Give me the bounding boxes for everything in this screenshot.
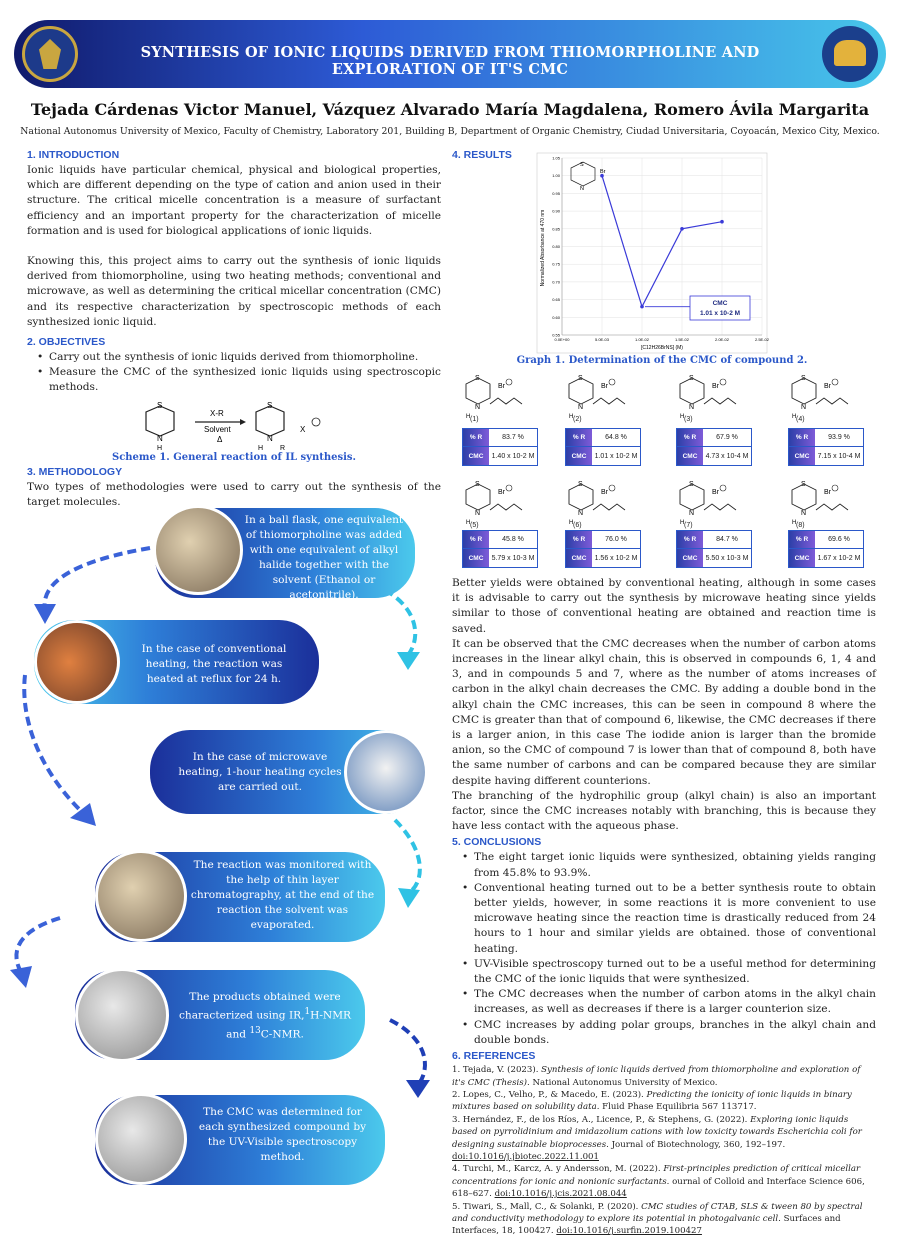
reference-4: 4. Turchi, M., Karcz, A. y Andersson, M. (2022). First-principles prediction of critical micellar concentrations for ionic and nonionic surfactants. ournal of Colloid and Interface Science 606, 618–627. doi:10.1016/j.jcis.2021.08.044 (452, 1164, 865, 1200)
results-paragraph-2: It can be observed that the CMC decreases when the number of carbon atoms increases in the linear alkyl chain, this is observed in compounds 6, 1, 4 and 3, and in compounds 5 and 7, where as the number of atoms increases of carbon in the alkyl chain decreases the CMC. By adding a double bond in the alkyl chain the CMC increases, this can be seen in compound 8 where the CMC is greater than that of compound 6, likewise, the CMC decreases if there is a larger anion, in this case The iodide anion is larger than the bromide anion, so the CMC of compound 7 is lower than that of compound 8, both have the same number of carbons and can be compared because they are similar despite having different counterions. (452, 637, 876, 787)
svg-text:H: H (466, 414, 471, 420)
yield-value: 84.7 % (716, 536, 738, 543)
conclusion-item: • Conventional heating turned out to be a better synthesis route to obtain better yields, however, in some reactions it is more convenient to use microwave heating since the reaction time is drastically reduced from 24 hours to 1 hour and similar yields are obtained. those of conventional heating. (460, 881, 876, 957)
x-tick-label: 1.0E-02 (634, 337, 650, 342)
poster-title: SYNTHESIS OF IONIC LIQUIDS DERIVED FROM THIOMORPHOLINE AND EXPLORATION OF IT'S CMC (140, 44, 760, 78)
method-step-text: In the case of microwave heating, 1-hour heating cycles are carried out. (178, 751, 342, 793)
scheme-caption: Scheme 1. General reaction of IL synthesis. (111, 452, 357, 463)
scheme-solvent: Solvent (204, 425, 231, 434)
data-point (720, 220, 724, 224)
x-tick-label: 2.5E-02 (754, 337, 770, 342)
svg-text:R: R (280, 445, 286, 452)
methodology-heading: 3. METHODOLOGY (27, 466, 123, 478)
svg-text:N: N (578, 510, 584, 517)
results-paragraph-1: Better yields were obtained by conventional heating, although in some cases it is advisable to carry out the synthesis by microwave heating since yields similar to those of conventional heating are obtained and reaction time is saved. (452, 577, 876, 635)
intro-paragraph-2: Knowing this, this project aims to carry out the synthesis of ionic liquids derived from thiomorpholine, using two heating methods; conventional and microwave, as well as determining the critical micellar concentration (CMC) and its respective characterization by spectroscopic methods of each synthesized ionic liquid. (27, 255, 441, 328)
x-tick-label: 0.0E+00 (554, 337, 570, 342)
y-tick-label: 0.90 (552, 208, 560, 214)
compound-structure (462, 372, 542, 422)
affiliation: National Autonomus University of Mexico, Faculty of Chemistry, Laboratory 201, Building B, Department of Organic Chemistry, Ciudad Universitaria, Coyoacán, Mexico City, Mexico. (20, 126, 880, 137)
chart-annotation-value: 1.01 x 10-2 M (699, 310, 741, 317)
svg-text:H: H (569, 414, 574, 420)
yield-value: 45.8 % (502, 536, 524, 543)
y-tick-label: 0.55 (552, 332, 560, 338)
intro-heading: 1. INTRODUCTION (27, 149, 120, 161)
yield-value: 69.6 % (828, 536, 850, 543)
conclusion-item: • The CMC decreases when the number of carbon atoms in the alkyl chain increases, as well as decreases if there is a larger counterion size. (460, 987, 876, 1017)
svg-text:S: S (578, 481, 583, 488)
yield-value: 83.7 % (502, 434, 524, 441)
objectives-heading: 2. OBJECTIVES (27, 336, 106, 349)
compound-table (565, 428, 641, 466)
compound-table (565, 530, 641, 568)
compound-table (676, 530, 752, 568)
method-step-text: The products obtained were characterized using IR,$^1$H-NMR and $^{13}$C-NMR. (178, 991, 352, 1041)
svg-text:S: S (580, 162, 584, 168)
svg-text:Br: Br (712, 383, 719, 390)
reference-2: 2. Lopes, C., Velho, P., & Macedo, E. (2023). Predicting the ionicity of ionic liquids in binary mixtures based on solubility data. Fluid Phase Equilibria 567 113717. (452, 1089, 852, 1113)
method-step-text: The reaction was monitored with the help of thin layer chromatography, at the end of the reaction the solvent was evaporated. (190, 859, 375, 931)
y-tick-label: 1.00 (552, 173, 560, 179)
svg-text:Br: Br (601, 489, 608, 496)
y-tick-label: 0.70 (552, 279, 560, 285)
svg-text:N: N (475, 404, 481, 411)
cmc-key: CMC (789, 549, 815, 567)
cmc-chart (537, 153, 770, 353)
y-tick-label: 0.80 (552, 244, 560, 249)
y-tick-label: 0.60 (552, 314, 560, 320)
cmc-key: CMC (677, 549, 703, 567)
doi-link[interactable]: doi:10.1016/j.jcis.2021.08.044 (494, 1189, 627, 1200)
svg-text:Br: Br (712, 489, 719, 496)
x-tick-label: 2.0E-02 (714, 337, 730, 342)
method-step-text: In a ball flask, one equivalent of thiomorpholine was added with one equivalent of alkyl halide together with the solvent (Ethanol or acetonitrile). (244, 514, 404, 601)
title-banner (14, 20, 886, 88)
cmc-value: 4.73 x 10-4 M (705, 452, 749, 460)
microwave-photo (344, 730, 428, 814)
x-tick-label: 1.5E-02 (674, 337, 690, 342)
objective-item: • Carry out the synthesis of ionic liquids derived from thiomorpholine. (35, 350, 441, 365)
svg-text:S: S (157, 401, 163, 410)
x-tick-label: 5.0E-03 (594, 337, 610, 342)
chart-xlabel: [C12H26BrNS] (M) (641, 345, 683, 351)
faculty-logo (822, 26, 878, 82)
compound-label: (2) (573, 416, 582, 423)
cmc-value: 5.79 x 10-3 M (491, 554, 535, 562)
svg-text:S: S (801, 375, 806, 382)
compound-table (462, 530, 538, 568)
conclusion-item: • The eight target ionic liquids were synthesized, obtaining yields ranging from 45.8% to 93.9%. (460, 850, 876, 880)
results-heading: 4. RESULTS (452, 149, 512, 161)
yield-key: % R (566, 531, 592, 548)
references-heading: 6. REFERENCES (452, 1050, 536, 1063)
svg-text:N: N (801, 404, 807, 411)
cmc-key: CMC (463, 549, 489, 567)
svg-text:S: S (689, 375, 694, 382)
y-tick-label: 0.65 (552, 297, 560, 303)
reflux-photo (34, 620, 120, 704)
compound-label: (4) (796, 416, 805, 423)
cmc-value: 1.67 x 10-2 M (817, 554, 861, 562)
svg-text:H: H (466, 520, 471, 526)
svg-text:H: H (792, 414, 797, 420)
yield-value: 64.8 % (605, 434, 627, 441)
data-point (680, 227, 684, 231)
cmc-key: CMC (566, 549, 592, 567)
svg-text:N: N (267, 434, 273, 443)
yield-key: % R (463, 531, 489, 548)
svg-text:N: N (578, 404, 584, 411)
svg-text:Br: Br (601, 383, 608, 390)
svg-text:S: S (475, 375, 480, 382)
yield-value: 67.9 % (716, 434, 738, 441)
svg-text:N: N (689, 510, 695, 517)
y-tick-label: 1.05 (552, 155, 560, 161)
flask-photo (153, 505, 243, 595)
yield-key: % R (677, 429, 703, 446)
y-tick-label: 0.85 (552, 226, 560, 232)
svg-text:H: H (680, 520, 685, 526)
reference-5: 5. Tiwari, S., Mall, C., & Solanki, P. (2020). CMC studies of CTAB, SLS & tween 80 by spectral and conductivity methodology to explore its potential in photogalvanic cell. Surfaces and Interfaces, 18, 100427. doi:10.1016/j.surfin.2019.100427 (452, 1201, 863, 1237)
cmc-key: CMC (789, 447, 815, 465)
graph-caption: Graph 1. Determination of the CMC of compound 2. (516, 355, 808, 366)
conclusions-heading: 5. CONCLUSIONS (452, 836, 542, 849)
cmc-value: 1.56 x 10-2 M (594, 554, 638, 562)
compound-label: (3) (684, 416, 693, 423)
cmc-value: 7.15 x 10-4 M (817, 452, 861, 460)
compound-table (788, 530, 864, 568)
compound-structure (676, 372, 756, 422)
cmc-key: CMC (677, 447, 703, 465)
compound-structure (788, 478, 868, 528)
yield-key: % R (463, 429, 489, 446)
methodology-paragraph: Two types of methodologies were used to carry out the synthesis of the target molecules. (27, 481, 441, 509)
reaction-scheme (140, 400, 340, 450)
cmc-value: 1.40 x 10-2 M (491, 452, 535, 460)
compound-label: (8) (796, 522, 805, 529)
cmc-value: 5.50 x 10-3 M (705, 554, 749, 562)
svg-text:S: S (267, 401, 273, 410)
method-step-text: The CMC was determined for each synthesized compound by the UV-Visible spectroscopy method. (198, 1106, 367, 1163)
compound-table (788, 428, 864, 466)
yield-value: 93.9 % (828, 434, 850, 441)
svg-text:N: N (580, 186, 584, 192)
intro-paragraph-1: Ionic liquids have particular chemical, physical and biological properties, which are different depending on the type of cation and anion used in their structure. The critical micelle concentration is a measure of surfactant efficiency and an important property for the characterization of micelle formation and is used for biological applications of ionic liquids. (27, 164, 441, 237)
method-step-text: In the case of conventional heating, the reaction was heated at reflux for 24 h. (141, 643, 287, 685)
svg-text:S: S (475, 481, 480, 488)
svg-text:Br: Br (600, 169, 606, 175)
svg-text:H: H (680, 414, 685, 420)
svg-text:H: H (792, 520, 797, 526)
compound-label: (1) (470, 416, 479, 423)
reference-1: 1. Tejada, V. (2023). Synthesis of ionic liquids derived from thiomorpholine and exploration of it's CMC (Thesis). National Autonomus University of Mexico. (452, 1065, 861, 1088)
svg-text:N: N (801, 510, 807, 517)
left-column (27, 149, 441, 396)
compound-label: (7) (684, 522, 693, 529)
svg-text:X: X (300, 425, 306, 434)
cmc-key: CMC (566, 447, 592, 465)
objective-item: • Measure the CMC of the synthesized ionic liquids using spectroscopic methods. (35, 365, 441, 395)
doi-link[interactable]: doi:10.1016/j.jbiotec.2022.11.001 (452, 1151, 599, 1162)
scheme-reagent: X-R (210, 409, 224, 418)
svg-text:H: H (258, 445, 264, 452)
cmc-value: 1.01 x 10-2 M (594, 452, 638, 460)
compound-table (676, 428, 752, 466)
svg-text:S: S (801, 481, 806, 488)
compound-structure (565, 478, 645, 528)
compound-structure (676, 478, 756, 528)
svg-text:N: N (157, 434, 163, 443)
svg-text:N: N (475, 510, 481, 517)
svg-text:S: S (578, 375, 583, 382)
unam-logo (22, 26, 78, 82)
conclusion-item: • CMC increases by adding polar groups, branches in the alkyl chain and double bonds. (460, 1018, 876, 1048)
compound-label: (5) (470, 522, 479, 529)
svg-text:Br: Br (824, 383, 831, 390)
uv-vis-photo (95, 1093, 187, 1185)
conclusions-list (452, 850, 876, 1048)
yield-key: % R (677, 531, 703, 548)
results-paragraph-3: The branching of the hydrophilic group (alkyl chain) is also an important factor, since the CMC increases notably with branching, this is because they have less contact with the aqueous phase. (452, 789, 876, 833)
reference-3: 3. Hernández, F., de los Ríos, A., Licence, P., & Stephens, G. (2022). Exploring ionic liquids based on pyrrolidinium and imidazolium cations with low toxicity towards Escherichia coli for designing sustainable bioprocesses. Journal of Biotechnology, 360, 192–197. doi:10.1016/j.jbiotec.2022.11.001 (452, 1114, 862, 1162)
svg-text:N: N (689, 404, 695, 411)
svg-text:S: S (689, 481, 694, 488)
svg-text:H: H (157, 445, 163, 452)
objectives-list (27, 350, 441, 396)
yield-key: % R (789, 429, 815, 446)
compound-structure (788, 372, 868, 422)
compound-table (462, 428, 538, 466)
y-tick-label: 0.75 (552, 261, 560, 267)
compound-structure (462, 478, 542, 528)
svg-text:Br: Br (498, 383, 505, 390)
doi-link[interactable]: doi:10.1016/j.surfin.2019.100427 (556, 1226, 702, 1237)
cmc-key: CMC (463, 447, 489, 465)
conclusion-item: • UV-Visible spectroscopy turned out to be a useful method for determining the CMC of the ionic liquids that were synthesized. (460, 957, 876, 987)
yield-key: % R (789, 531, 815, 548)
compound-label: (6) (573, 522, 582, 529)
svg-text:Br: Br (498, 489, 505, 496)
results-text (452, 576, 876, 1238)
authors: Tejada Cárdenas Victor Manuel, Vázquez Alvarado María Magdalena, Romero Ávila Margarita (30, 100, 870, 119)
svg-text:Br: Br (824, 489, 831, 496)
scheme-heat: Δ (217, 435, 223, 444)
yield-key: % R (566, 429, 592, 446)
svg-text:H: H (569, 520, 574, 526)
compound-structure (565, 372, 645, 422)
tlc-photo (95, 850, 187, 942)
data-point (640, 305, 644, 309)
chart-annotation-label: CMC (712, 300, 728, 307)
nmr-photo (75, 968, 169, 1062)
yield-value: 76.0 % (605, 536, 627, 543)
chart-ylabel: Normalized Absorbance at 470 nm (540, 209, 546, 287)
y-tick-label: 0.95 (552, 190, 560, 196)
